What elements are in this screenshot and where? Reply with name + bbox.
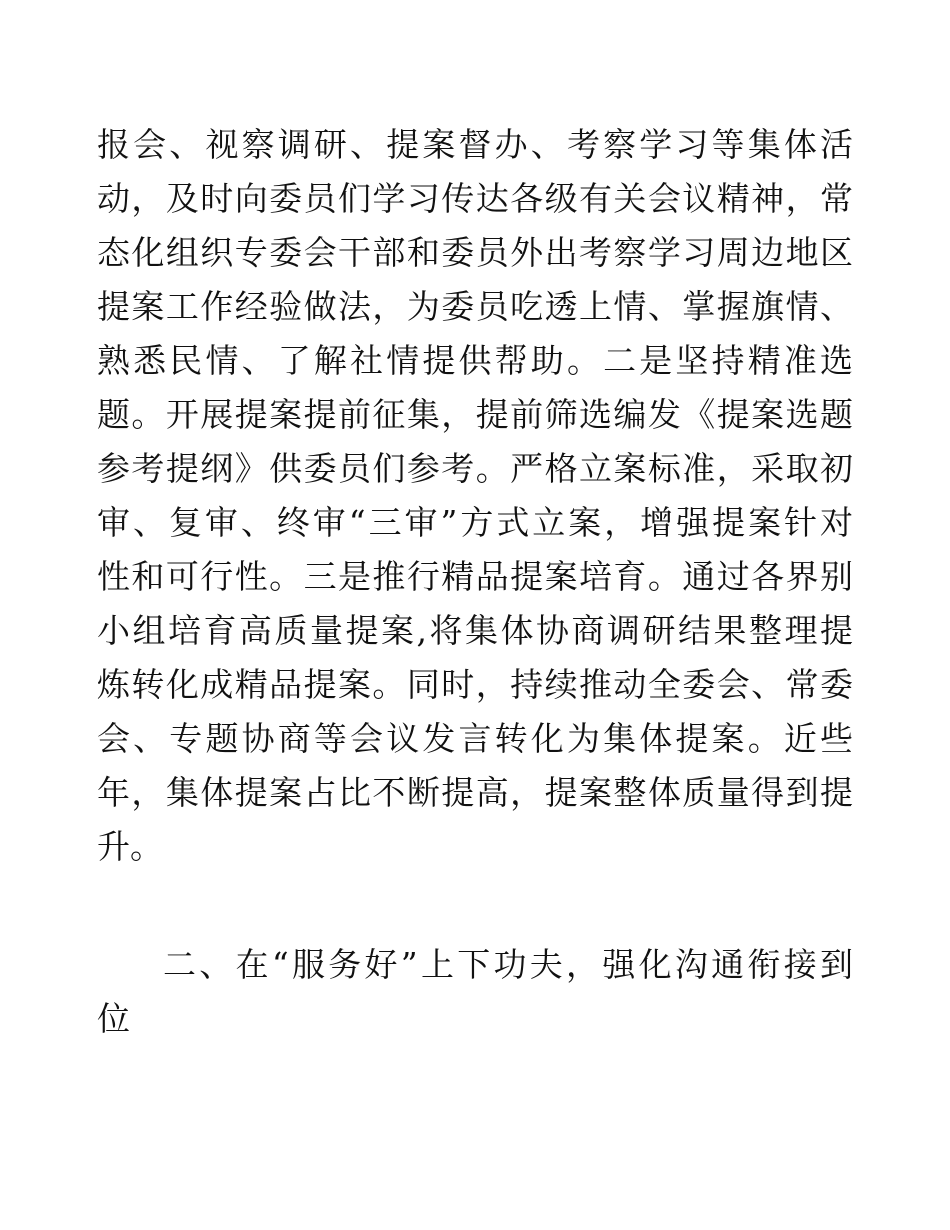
text-line: 升。 bbox=[97, 827, 163, 866]
text-line: 题。开展提案提前征集，提前筛选编发《提案选题 bbox=[97, 395, 853, 434]
paragraph bbox=[97, 118, 853, 874]
text-line: 会、专题协商等会议发言转化为集体提案。近些 bbox=[97, 719, 853, 758]
text-line: 报会、视察调研、提案督办、考察学习等集体活 bbox=[97, 125, 853, 164]
text-line: 提案工作经验做法，为委员吃透上情、掌握旗情、 bbox=[97, 287, 853, 326]
document-body bbox=[97, 118, 853, 1046]
text-line: 小组培育高质量提案,将集体协商调研结果整理提 bbox=[97, 611, 853, 650]
text-line: 审、复审、终审“三审”方式立案，增强提案针对 bbox=[97, 503, 853, 542]
heading-line: 位 bbox=[97, 999, 130, 1038]
text-line: 性和可行性。三是推行精品提案培育。通过各界别 bbox=[97, 557, 853, 596]
heading-line: 二、在“服务好”上下功夫，强化沟通衔接到 bbox=[163, 945, 853, 984]
text-line: 炼转化成精品提案。同时，持续推动全委会、常委 bbox=[97, 665, 853, 704]
text-line: 态化组织专委会干部和委员外出考察学习周边地区 bbox=[97, 233, 853, 272]
text-line: 年，集体提案占比不断提高，提案整体质量得到提 bbox=[97, 773, 853, 812]
text-line: 熟悉民情、了解社情提供帮助。二是坚持精准选 bbox=[97, 341, 853, 380]
text-line: 动，及时向委员们学习传达各级有关会议精神，常 bbox=[97, 179, 853, 218]
section-heading bbox=[97, 938, 853, 1046]
text-line: 参考提纲》供委员们参考。严格立案标准，采取初 bbox=[97, 449, 853, 488]
paragraph-gap bbox=[97, 874, 853, 938]
